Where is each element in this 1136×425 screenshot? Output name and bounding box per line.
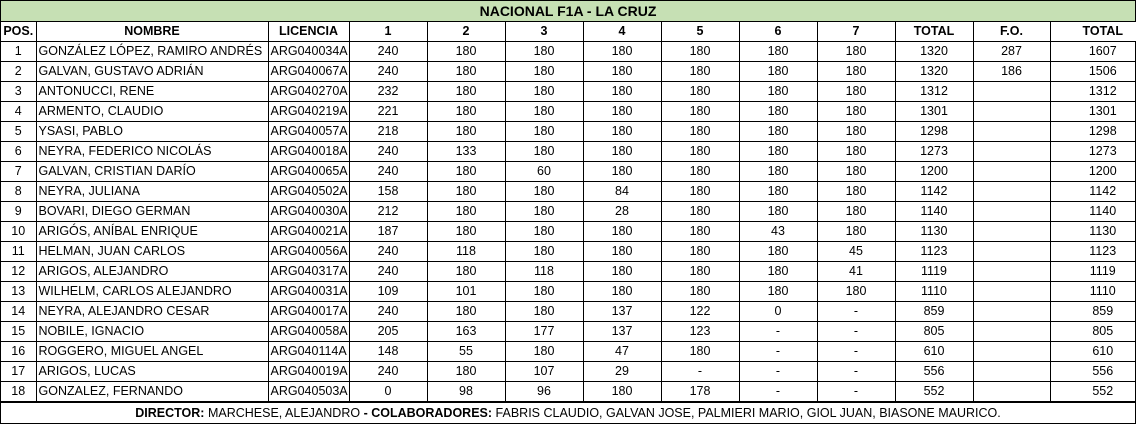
round-4-cell: 180 bbox=[583, 122, 661, 142]
round-3-cell: 96 bbox=[505, 382, 583, 402]
round-6-cell: 0 bbox=[739, 302, 817, 322]
round-4-cell: 180 bbox=[583, 222, 661, 242]
round-1-cell: 240 bbox=[349, 62, 427, 82]
total-cell: 805 bbox=[895, 322, 973, 342]
round-4-cell: 180 bbox=[583, 42, 661, 62]
round-7-cell: 180 bbox=[817, 142, 895, 162]
table-row bbox=[1, 202, 1136, 222]
round-6-cell: - bbox=[739, 362, 817, 382]
round-3-cell: 180 bbox=[505, 122, 583, 142]
total-cell: 610 bbox=[895, 342, 973, 362]
pos-cell: 14 bbox=[1, 302, 36, 322]
final-total-cell: 610 bbox=[1050, 342, 1136, 362]
round-2-cell: 180 bbox=[427, 362, 505, 382]
round-5-cell: 180 bbox=[661, 342, 739, 362]
license-cell: ARG040270A bbox=[268, 82, 349, 102]
round-1-cell: 240 bbox=[349, 242, 427, 262]
license-cell: ARG040019A bbox=[268, 362, 349, 382]
final-total-cell: 1312 bbox=[1050, 82, 1136, 102]
final-total-cell: 1607 bbox=[1050, 42, 1136, 62]
license-cell: ARG040017A bbox=[268, 302, 349, 322]
header-round-4: 4 bbox=[583, 22, 661, 42]
round-4-cell: 137 bbox=[583, 302, 661, 322]
round-6-cell: 180 bbox=[739, 42, 817, 62]
round-7-cell: 180 bbox=[817, 122, 895, 142]
header-round-7: 7 bbox=[817, 22, 895, 42]
round-2-cell: 101 bbox=[427, 282, 505, 302]
header-round-6: 6 bbox=[739, 22, 817, 42]
round-7-cell: - bbox=[817, 342, 895, 362]
round-4-cell: 180 bbox=[583, 242, 661, 262]
license-cell: ARG040056A bbox=[268, 242, 349, 262]
round-4-cell: 180 bbox=[583, 162, 661, 182]
round-2-cell: 118 bbox=[427, 242, 505, 262]
total-cell: 1298 bbox=[895, 122, 973, 142]
fly-off-cell bbox=[973, 262, 1050, 282]
round-6-cell: 180 bbox=[739, 282, 817, 302]
round-3-cell: 180 bbox=[505, 342, 583, 362]
total-cell: 1142 bbox=[895, 182, 973, 202]
round-6-cell: 180 bbox=[739, 242, 817, 262]
round-4-cell: 180 bbox=[583, 142, 661, 162]
header-final-total: TOTAL bbox=[1050, 22, 1136, 42]
round-7-cell: 180 bbox=[817, 42, 895, 62]
header-row bbox=[1, 22, 1136, 42]
name-cell: YSASI, PABLO bbox=[36, 122, 268, 142]
pos-cell: 1 bbox=[1, 42, 36, 62]
round-7-cell: 180 bbox=[817, 222, 895, 242]
name-cell: ARIGÓS, ANÍBAL ENRIQUE bbox=[36, 222, 268, 242]
fly-off-cell bbox=[973, 222, 1050, 242]
round-2-cell: 180 bbox=[427, 262, 505, 282]
name-cell: NEYRA, JULIANA bbox=[36, 182, 268, 202]
fly-off-cell bbox=[973, 282, 1050, 302]
round-7-cell: 180 bbox=[817, 182, 895, 202]
director-label: DIRECTOR: bbox=[135, 406, 205, 420]
round-3-cell: 180 bbox=[505, 222, 583, 242]
name-cell: HELMAN, JUAN CARLOS bbox=[36, 242, 268, 262]
round-1-cell: 240 bbox=[349, 262, 427, 282]
round-6-cell: 180 bbox=[739, 122, 817, 142]
name-cell: ROGGERO, MIGUEL ANGEL bbox=[36, 342, 268, 362]
name-cell: GALVAN, CRISTIAN DARÍO bbox=[36, 162, 268, 182]
round-1-cell: 205 bbox=[349, 322, 427, 342]
pos-cell: 17 bbox=[1, 362, 36, 382]
total-cell: 1119 bbox=[895, 262, 973, 282]
table-row bbox=[1, 382, 1136, 402]
header-name: NOMBRE bbox=[36, 22, 268, 42]
round-2-cell: 163 bbox=[427, 322, 505, 342]
round-7-cell: - bbox=[817, 302, 895, 322]
table-row bbox=[1, 342, 1136, 362]
final-total-cell: 556 bbox=[1050, 362, 1136, 382]
fly-off-cell bbox=[973, 302, 1050, 322]
round-5-cell: 180 bbox=[661, 42, 739, 62]
round-4-cell: 47 bbox=[583, 342, 661, 362]
name-cell: ARIGOS, ALEJANDRO bbox=[36, 262, 268, 282]
pos-cell: 3 bbox=[1, 82, 36, 102]
round-4-cell: 180 bbox=[583, 82, 661, 102]
final-total-cell: 805 bbox=[1050, 322, 1136, 342]
round-3-cell: 180 bbox=[505, 282, 583, 302]
fly-off-cell bbox=[973, 242, 1050, 262]
header-license: LICENCIA bbox=[268, 22, 349, 42]
round-6-cell: 43 bbox=[739, 222, 817, 242]
fly-off-cell bbox=[973, 342, 1050, 362]
round-3-cell: 118 bbox=[505, 262, 583, 282]
fly-off-cell bbox=[973, 82, 1050, 102]
round-5-cell: 180 bbox=[661, 162, 739, 182]
name-cell: GONZÁLEZ LÓPEZ, RAMIRO ANDRÉS bbox=[36, 42, 268, 62]
round-6-cell: 180 bbox=[739, 102, 817, 122]
table-row bbox=[1, 222, 1136, 242]
fly-off-cell: 287 bbox=[973, 42, 1050, 62]
round-3-cell: 177 bbox=[505, 322, 583, 342]
final-total-cell: 1142 bbox=[1050, 182, 1136, 202]
round-2-cell: 55 bbox=[427, 342, 505, 362]
round-2-cell: 180 bbox=[427, 122, 505, 142]
round-3-cell: 180 bbox=[505, 62, 583, 82]
round-1-cell: 232 bbox=[349, 82, 427, 102]
name-cell: ANTONUCCI, RENE bbox=[36, 82, 268, 102]
fly-off-cell bbox=[973, 322, 1050, 342]
footer-separator: - bbox=[363, 406, 368, 420]
table-row bbox=[1, 282, 1136, 302]
round-2-cell: 180 bbox=[427, 162, 505, 182]
results-table bbox=[1, 22, 1136, 402]
round-4-cell: 180 bbox=[583, 62, 661, 82]
pos-cell: 6 bbox=[1, 142, 36, 162]
pos-cell: 10 bbox=[1, 222, 36, 242]
round-7-cell: - bbox=[817, 362, 895, 382]
name-cell: WILHELM, CARLOS ALEJANDRO bbox=[36, 282, 268, 302]
table-body bbox=[1, 42, 1136, 402]
table-row bbox=[1, 362, 1136, 382]
license-cell: ARG040030A bbox=[268, 202, 349, 222]
round-1-cell: 158 bbox=[349, 182, 427, 202]
round-1-cell: 221 bbox=[349, 102, 427, 122]
credits-footer bbox=[1, 402, 1135, 423]
pos-cell: 9 bbox=[1, 202, 36, 222]
round-3-cell: 180 bbox=[505, 82, 583, 102]
final-total-cell: 1273 bbox=[1050, 142, 1136, 162]
round-6-cell: 180 bbox=[739, 202, 817, 222]
fly-off-cell bbox=[973, 102, 1050, 122]
header-pos: POS. bbox=[1, 22, 36, 42]
round-3-cell: 180 bbox=[505, 202, 583, 222]
round-7-cell: 180 bbox=[817, 282, 895, 302]
round-2-cell: 98 bbox=[427, 382, 505, 402]
final-total-cell: 1140 bbox=[1050, 202, 1136, 222]
collaborators-label: COLABORADORES: bbox=[371, 406, 493, 420]
round-5-cell: 180 bbox=[661, 182, 739, 202]
round-1-cell: 0 bbox=[349, 382, 427, 402]
round-4-cell: 180 bbox=[583, 382, 661, 402]
license-cell: ARG040065A bbox=[268, 162, 349, 182]
license-cell: ARG040058A bbox=[268, 322, 349, 342]
round-3-cell: 180 bbox=[505, 302, 583, 322]
round-7-cell: 180 bbox=[817, 162, 895, 182]
round-1-cell: 212 bbox=[349, 202, 427, 222]
round-2-cell: 180 bbox=[427, 302, 505, 322]
final-total-cell: 552 bbox=[1050, 382, 1136, 402]
round-7-cell: 180 bbox=[817, 82, 895, 102]
round-5-cell: 180 bbox=[661, 122, 739, 142]
round-1-cell: 240 bbox=[349, 302, 427, 322]
pos-cell: 8 bbox=[1, 182, 36, 202]
round-6-cell: - bbox=[739, 322, 817, 342]
round-4-cell: 84 bbox=[583, 182, 661, 202]
round-7-cell: 180 bbox=[817, 102, 895, 122]
round-6-cell: - bbox=[739, 342, 817, 362]
license-cell: ARG040114A bbox=[268, 342, 349, 362]
round-4-cell: 180 bbox=[583, 262, 661, 282]
total-cell: 1320 bbox=[895, 62, 973, 82]
final-total-cell: 859 bbox=[1050, 302, 1136, 322]
pos-cell: 5 bbox=[1, 122, 36, 142]
name-cell: GALVAN, GUSTAVO ADRIÁN bbox=[36, 62, 268, 82]
fly-off-cell bbox=[973, 202, 1050, 222]
final-total-cell: 1123 bbox=[1050, 242, 1136, 262]
round-7-cell: 180 bbox=[817, 202, 895, 222]
license-cell: ARG040502A bbox=[268, 182, 349, 202]
final-total-cell: 1506 bbox=[1050, 62, 1136, 82]
round-3-cell: 60 bbox=[505, 162, 583, 182]
round-5-cell: 122 bbox=[661, 302, 739, 322]
round-3-cell: 180 bbox=[505, 182, 583, 202]
license-cell: ARG040031A bbox=[268, 282, 349, 302]
round-7-cell: 180 bbox=[817, 62, 895, 82]
round-4-cell: 29 bbox=[583, 362, 661, 382]
round-2-cell: 180 bbox=[427, 62, 505, 82]
license-cell: ARG040018A bbox=[268, 142, 349, 162]
round-2-cell: 180 bbox=[427, 202, 505, 222]
round-5-cell: 180 bbox=[661, 222, 739, 242]
round-4-cell: 28 bbox=[583, 202, 661, 222]
round-1-cell: 240 bbox=[349, 362, 427, 382]
round-1-cell: 240 bbox=[349, 142, 427, 162]
fly-off-cell bbox=[973, 122, 1050, 142]
pos-cell: 7 bbox=[1, 162, 36, 182]
license-cell: ARG040219A bbox=[268, 102, 349, 122]
table-row bbox=[1, 302, 1136, 322]
pos-cell: 12 bbox=[1, 262, 36, 282]
table-row bbox=[1, 122, 1136, 142]
round-2-cell: 180 bbox=[427, 182, 505, 202]
total-cell: 1312 bbox=[895, 82, 973, 102]
total-cell: 859 bbox=[895, 302, 973, 322]
total-cell: 1301 bbox=[895, 102, 973, 122]
final-total-cell: 1200 bbox=[1050, 162, 1136, 182]
table-row bbox=[1, 262, 1136, 282]
fly-off-cell bbox=[973, 142, 1050, 162]
total-cell: 552 bbox=[895, 382, 973, 402]
fly-off-cell: 186 bbox=[973, 62, 1050, 82]
license-cell: ARG040057A bbox=[268, 122, 349, 142]
round-3-cell: 180 bbox=[505, 142, 583, 162]
table-row bbox=[1, 182, 1136, 202]
fly-off-cell bbox=[973, 182, 1050, 202]
fly-off-cell bbox=[973, 382, 1050, 402]
pos-cell: 4 bbox=[1, 102, 36, 122]
header-fly-off: F.O. bbox=[973, 22, 1050, 42]
round-6-cell: 180 bbox=[739, 82, 817, 102]
name-cell: GONZALEZ, FERNANDO bbox=[36, 382, 268, 402]
round-5-cell: 180 bbox=[661, 282, 739, 302]
round-5-cell: 180 bbox=[661, 102, 739, 122]
final-total-cell: 1130 bbox=[1050, 222, 1136, 242]
round-6-cell: 180 bbox=[739, 142, 817, 162]
pos-cell: 15 bbox=[1, 322, 36, 342]
round-2-cell: 180 bbox=[427, 42, 505, 62]
name-cell: NEYRA, FEDERICO NICOLÁS bbox=[36, 142, 268, 162]
director-name: MARCHESE, ALEJANDRO bbox=[207, 406, 361, 420]
round-7-cell: - bbox=[817, 322, 895, 342]
round-5-cell: 180 bbox=[661, 262, 739, 282]
name-cell: ARMENTO, CLAUDIO bbox=[36, 102, 268, 122]
round-1-cell: 240 bbox=[349, 42, 427, 62]
round-7-cell: 45 bbox=[817, 242, 895, 262]
round-3-cell: 180 bbox=[505, 102, 583, 122]
round-6-cell: 180 bbox=[739, 62, 817, 82]
total-cell: 1140 bbox=[895, 202, 973, 222]
pos-cell: 18 bbox=[1, 382, 36, 402]
license-cell: ARG040503A bbox=[268, 382, 349, 402]
total-cell: 1110 bbox=[895, 282, 973, 302]
license-cell: ARG040317A bbox=[268, 262, 349, 282]
header-round-2: 2 bbox=[427, 22, 505, 42]
sheet-title: NACIONAL F1A - LA CRUZ bbox=[1, 1, 1135, 22]
fly-off-cell bbox=[973, 362, 1050, 382]
table-row bbox=[1, 62, 1136, 82]
license-cell: ARG040021A bbox=[268, 222, 349, 242]
round-5-cell: 180 bbox=[661, 142, 739, 162]
table-row bbox=[1, 82, 1136, 102]
name-cell: NEYRA, ALEJANDRO CESAR bbox=[36, 302, 268, 322]
total-cell: 1273 bbox=[895, 142, 973, 162]
final-total-cell: 1110 bbox=[1050, 282, 1136, 302]
table-row bbox=[1, 102, 1136, 122]
round-7-cell: 41 bbox=[817, 262, 895, 282]
round-5-cell: - bbox=[661, 362, 739, 382]
round-5-cell: 178 bbox=[661, 382, 739, 402]
header-round-3: 3 bbox=[505, 22, 583, 42]
pos-cell: 13 bbox=[1, 282, 36, 302]
table-row bbox=[1, 322, 1136, 342]
round-3-cell: 180 bbox=[505, 242, 583, 262]
pos-cell: 16 bbox=[1, 342, 36, 362]
pos-cell: 11 bbox=[1, 242, 36, 262]
total-cell: 1130 bbox=[895, 222, 973, 242]
round-6-cell: 180 bbox=[739, 262, 817, 282]
round-2-cell: 180 bbox=[427, 82, 505, 102]
collaborators-names: FABRIS CLAUDIO, GALVAN JOSE, PALMIERI MARIO, GIOL JUAN, BIASONE MAURICO. bbox=[495, 406, 1001, 420]
round-1-cell: 148 bbox=[349, 342, 427, 362]
round-4-cell: 180 bbox=[583, 102, 661, 122]
round-5-cell: 123 bbox=[661, 322, 739, 342]
round-1-cell: 240 bbox=[349, 162, 427, 182]
name-cell: BOVARI, DIEGO GERMAN bbox=[36, 202, 268, 222]
round-5-cell: 180 bbox=[661, 242, 739, 262]
header-round-1: 1 bbox=[349, 22, 427, 42]
round-2-cell: 180 bbox=[427, 102, 505, 122]
total-cell: 1123 bbox=[895, 242, 973, 262]
total-cell: 1320 bbox=[895, 42, 973, 62]
round-1-cell: 109 bbox=[349, 282, 427, 302]
total-cell: 556 bbox=[895, 362, 973, 382]
final-total-cell: 1298 bbox=[1050, 122, 1136, 142]
round-6-cell: - bbox=[739, 382, 817, 402]
round-3-cell: 107 bbox=[505, 362, 583, 382]
name-cell: ARIGOS, LUCAS bbox=[36, 362, 268, 382]
round-1-cell: 218 bbox=[349, 122, 427, 142]
round-5-cell: 180 bbox=[661, 82, 739, 102]
round-1-cell: 187 bbox=[349, 222, 427, 242]
final-total-cell: 1301 bbox=[1050, 102, 1136, 122]
round-2-cell: 133 bbox=[427, 142, 505, 162]
round-4-cell: 180 bbox=[583, 282, 661, 302]
fly-off-cell bbox=[973, 162, 1050, 182]
round-5-cell: 180 bbox=[661, 202, 739, 222]
round-5-cell: 180 bbox=[661, 62, 739, 82]
round-4-cell: 137 bbox=[583, 322, 661, 342]
table-row bbox=[1, 242, 1136, 262]
round-6-cell: 180 bbox=[739, 162, 817, 182]
license-cell: ARG040067A bbox=[268, 62, 349, 82]
table-row bbox=[1, 42, 1136, 62]
header-round-5: 5 bbox=[661, 22, 739, 42]
round-7-cell: - bbox=[817, 382, 895, 402]
total-cell: 1200 bbox=[895, 162, 973, 182]
table-row bbox=[1, 162, 1136, 182]
table-row bbox=[1, 142, 1136, 162]
license-cell: ARG040034A bbox=[268, 42, 349, 62]
round-6-cell: 180 bbox=[739, 182, 817, 202]
pos-cell: 2 bbox=[1, 62, 36, 82]
final-total-cell: 1119 bbox=[1050, 262, 1136, 282]
header-total: TOTAL bbox=[895, 22, 973, 42]
name-cell: NOBILE, IGNACIO bbox=[36, 322, 268, 342]
round-2-cell: 180 bbox=[427, 222, 505, 242]
round-3-cell: 180 bbox=[505, 42, 583, 62]
